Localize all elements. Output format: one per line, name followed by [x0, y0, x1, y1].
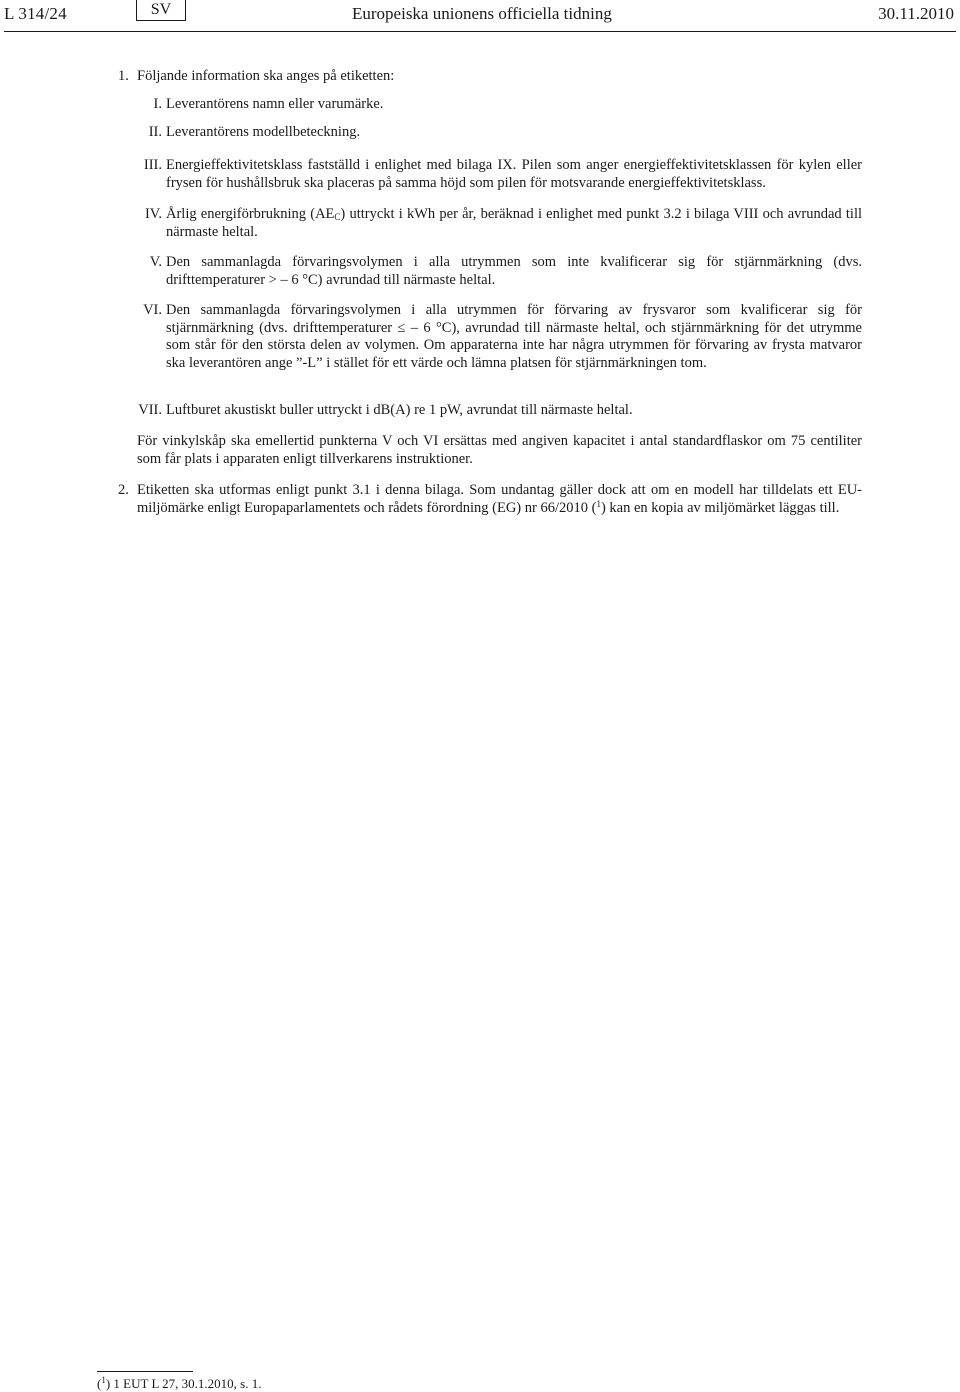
text-segment: Årlig energiförbrukning (AE — [166, 206, 335, 222]
item-text: Leverantörens modellbeteckning. — [166, 124, 361, 140]
item-text — [137, 482, 862, 517]
wine-cooler-note: För vinkylskåp ska emellertid punkterna V och VI ersättas med angiven kapacitet i antal standardflaskor om 75 centiliter som får plats i apparaten enligt tillverkarens instruktioner. — [137, 433, 862, 467]
roman-number: IV. — [144, 206, 162, 222]
item-text: Luftburet akustiskt buller uttryckt i dB(A) re 1 pW, avrundat till närmaste heltal. — [166, 402, 633, 418]
text-segment: Etiketten ska utformas enligt punkt 3.1 i denna bilaga. Som undantag gäller dock att om en modell har tilldelats ett EU-miljömärke enligt Europaparlamentets och rådets förordning (EG) nr 66/2010 ( — [137, 482, 862, 516]
journal-title: Europeiska unionens officiella tidning — [352, 4, 612, 23]
page-reference: L 314/24 — [4, 4, 67, 23]
footnote-rule — [97, 1371, 193, 1372]
page-header — [4, 0, 954, 30]
footnote-reference: 1 — [596, 498, 601, 509]
item-text: Energieffektivitetsklass fastställd i enlighet med bilaga IX. Pilen som anger energieffektivitetsklassen för kylen eller frysen för hushållsbruk ska placeras på samma höjd som pilen för motsvarande energieffektivitetsklass. — [166, 157, 862, 191]
item-text: Den sammanlagda förvaringsvolymen i alla utrymmen som inte kvalificerar sig för stjärnmärkning (dvs. drifttemperaturer > – 6 °C) avrundad till närmaste heltal. — [166, 254, 862, 288]
subscript: C — [334, 212, 341, 222]
item-text — [166, 206, 862, 241]
roman-number: III. — [143, 157, 162, 173]
footnote-mark: 1 — [101, 1375, 106, 1385]
roman-number: I. — [153, 96, 162, 112]
roman-number: VII. — [138, 402, 162, 418]
item-text: Leverantörens namn eller varumärke. — [166, 96, 384, 112]
roman-number: V. — [149, 254, 162, 270]
item-intro: Följande information ska anges på etiketten: — [137, 68, 395, 84]
header-rule — [4, 31, 956, 32]
footnote-text: ) 1 EUT L 27, 30.1.2010, s. 1. — [105, 1376, 262, 1391]
publication-date: 30.11.2010 — [878, 4, 954, 23]
item-number: 2. — [118, 482, 129, 498]
roman-number: II. — [148, 124, 162, 140]
text-segment: ) uttryckt i kWh per år, beräknad i enlighet med punkt 3.2 i bilaga VIII och avrundad till närmaste heltal. — [166, 206, 862, 240]
item-text: Den sammanlagda förvaringsvolymen i alla utrymmen för förvaring av frysvaror som kvalificerar sig för stjärnmärkning (dvs. drifttemperaturer ≤ – 6 °C), avrundad till närmaste heltal, och stjärnmärkning för det utrymme som står för den största delen av volymen. Om apparaterna inte har några utrymmen för förvaring av frysta matvaror ska leverantören ange ”-L” i stället för ett värde och lämna platsen för stjärnmärkningen tom. — [166, 302, 862, 371]
item-number: 1. — [118, 68, 129, 84]
footnote: ($^1$) 1 EUT L 27, 30.1.2010, s. 1. — [97, 1375, 262, 1391]
text-segment: ) kan en kopia av miljömärket läggas till. — [600, 499, 840, 516]
roman-number: VI. — [143, 302, 162, 318]
language-box: SV — [136, 0, 186, 21]
